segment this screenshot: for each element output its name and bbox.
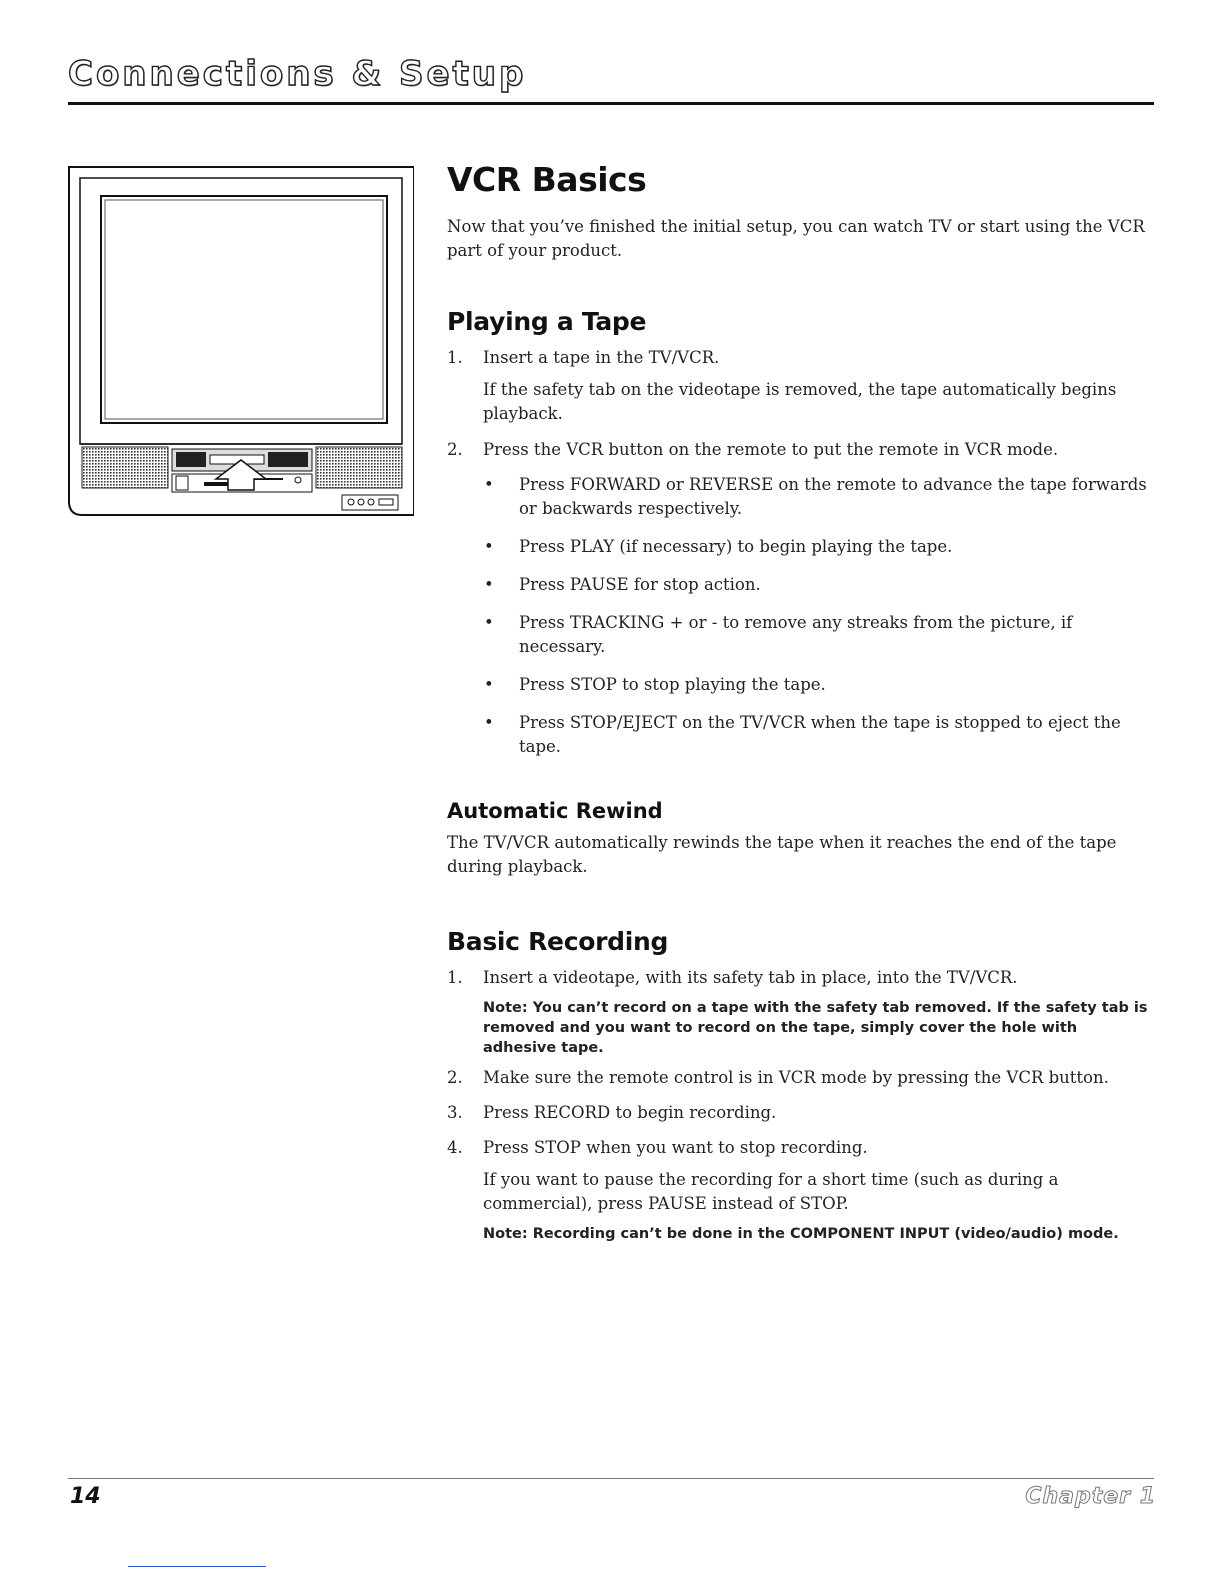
bullet-icon: •	[484, 575, 494, 594]
step-number: 2.	[447, 1068, 463, 1087]
tv-screen	[101, 196, 387, 423]
section-heading-rewind: Automatic Rewind	[447, 799, 663, 823]
step-number: 4.	[447, 1138, 463, 1157]
step-number: 3.	[447, 1103, 463, 1122]
list-item	[447, 966, 1152, 990]
bullet-icon: •	[484, 537, 494, 556]
step-text: Insert a tape in the TV/VCR.	[483, 348, 720, 367]
chapter-label: Chapter 1	[1025, 1484, 1156, 1509]
step-text: Press the VCR button on the remote to put the remote in VCR mode.	[483, 440, 1059, 459]
intro-paragraph: Now that you’ve finished the initial setup, you can watch TV or start using the VCR part of your product.	[447, 217, 1145, 260]
bullet-icon: •	[484, 613, 494, 632]
list-item	[447, 1101, 1152, 1125]
main-content	[447, 160, 1152, 1252]
bullet-icon: •	[484, 675, 494, 694]
bullet-item	[447, 473, 1152, 521]
bullet-text: Press STOP to stop playing the tape.	[519, 675, 826, 694]
section-heading-recording: Basic Recording	[447, 927, 669, 956]
step-text: Press RECORD to begin recording.	[483, 1103, 777, 1122]
page-number: 14	[70, 1484, 101, 1509]
footer-divider	[68, 1478, 1154, 1479]
tv-vcr-illustration	[68, 166, 414, 516]
bullet-item	[447, 611, 1152, 659]
bullet-icon: •	[484, 475, 494, 494]
step-text: Insert a videotape, with its safety tab in place, into the TV/VCR.	[483, 968, 1018, 987]
note-text: Note: You can’t record on a tape with the safety tab removed. If the safety tab is removed and you want to record on the tape, simply cover the hole with adhesive tape.	[483, 1000, 1148, 1056]
step-number: 2.	[447, 440, 463, 459]
step-number: 1.	[447, 348, 463, 367]
list-item	[447, 1066, 1152, 1090]
bottom-rule	[128, 1566, 266, 1567]
bullet-item	[447, 711, 1152, 759]
section-header-title: Connections & Setup	[68, 54, 527, 94]
header-divider	[68, 102, 1154, 105]
bullet-text: Press PLAY (if necessary) to begin playing the tape.	[519, 537, 953, 556]
list-item	[447, 346, 1152, 370]
note-text: Note: Recording can’t be done in the COMPONENT INPUT (video/audio) mode.	[483, 1226, 1119, 1242]
list-item	[447, 1136, 1152, 1160]
bullet-text: Press STOP/EJECT on the TV/VCR when the tape is stopped to eject the tape.	[519, 713, 1121, 756]
step-detail: If you want to pause the recording for a short time (such as during a commercial), press PAUSE instead of STOP.	[483, 1170, 1059, 1213]
step-text: Make sure the remote control is in VCR mode by pressing the VCR button.	[483, 1068, 1109, 1087]
step-text: Press STOP when you want to stop recording.	[483, 1138, 868, 1157]
step-number: 1.	[447, 968, 463, 987]
bullet-icon: •	[484, 713, 494, 732]
list-item	[447, 438, 1152, 462]
bullet-item	[447, 535, 1152, 559]
bullet-text: Press TRACKING + or - to remove any streaks from the picture, if necessary.	[519, 613, 1073, 656]
rewind-paragraph: The TV/VCR automatically rewinds the tape when it reaches the end of the tape during playback.	[447, 833, 1117, 876]
bullet-item	[447, 673, 1152, 697]
bullet-text: Press FORWARD or REVERSE on the remote to advance the tape forwards or backwards respectively.	[519, 475, 1147, 518]
section-heading-playing: Playing a Tape	[447, 307, 647, 336]
page-title: VCR Basics	[447, 160, 647, 199]
bullet-text: Press PAUSE for stop action.	[519, 575, 761, 594]
bullet-item	[447, 573, 1152, 597]
step-detail: If the safety tab on the videotape is removed, the tape automatically begins playback.	[483, 380, 1117, 423]
